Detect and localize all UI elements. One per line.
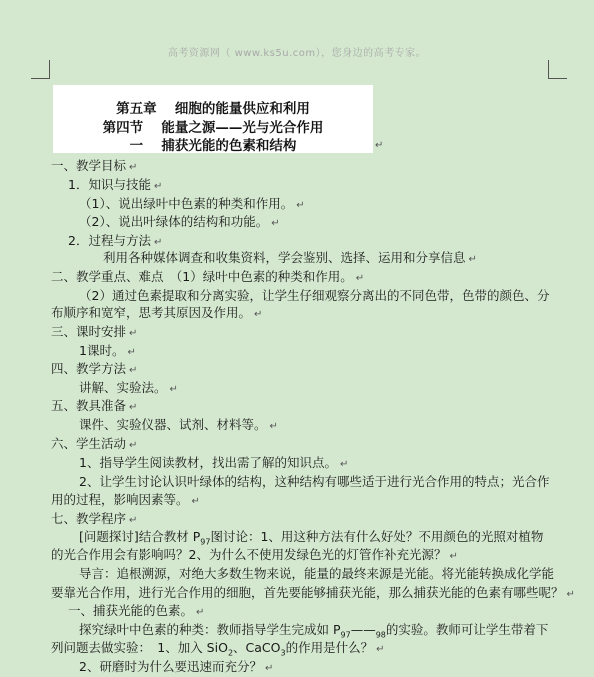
heading-activities: 六、学生活动 ↵ (51, 436, 138, 451)
heading-procedure: 七、教学程序 ↵ (51, 511, 138, 526)
key-point-2: （2）通过色素提取和分离实验，让学生仔细观察分离出的不同色带，色带的颜色、分 (79, 288, 550, 303)
heading-schedule: 三、课时安排 ↵ (51, 324, 138, 339)
heading-pigments: 一、捕获光能的色素。 ↵ (68, 603, 205, 618)
activity-2-cont: 用的过程，影响因素等。 ↵ (51, 492, 200, 507)
materials-text: 课件、实验仪器、试剂、材料等。 ↵ (79, 417, 278, 432)
question-exploration: [问题探讨]结合教材 $P_{97}$图讨论：1、用这种方法有什么好处？不用颜色的光照对植物 (79, 529, 544, 547)
introduction: 导言：追根溯源，对绝大多数生物来说，能量的最终来源是光能。将光能转换成化学能 (79, 566, 555, 581)
chapter-title: 第五章 细胞的能量供应和利用 (116, 101, 310, 117)
subheading-knowledge: 1．知识与技能 ↵ (68, 177, 163, 192)
heading-methods: 四、教学方法 ↵ (51, 361, 138, 376)
methods-text: 讲解、实验法。 ↵ (79, 380, 178, 395)
key-point-2-cont: 布顺序和宽窄，思考其原因及作用。 ↵ (51, 305, 263, 320)
objective-item-1: （1）、说出绿叶中色素的种类和作用。 ↵ (79, 196, 305, 211)
title-block (53, 85, 373, 153)
schedule-text: 1课时。 ↵ (79, 343, 136, 358)
section-title: 第四节 能量之源——光与光合作用 (102, 120, 324, 136)
heading-key-points: 二、教学重点、难点 （1）绿叶中色素的种类和作用。 ↵ (51, 269, 365, 284)
experiment-question-1: 列问题去做实验： 1、加入 SiO$_2$、CaCO$_3$的作用是什么？ ↵ (51, 640, 385, 658)
heading-materials: 五、教具准备 ↵ (51, 398, 138, 413)
heading-objectives: 一、教学目标 ↵ (51, 158, 138, 173)
watermark-header: 高考资源网（ www.ks5u.com），您身边的高考专家。 (167, 48, 427, 59)
page-corner-mark-right (548, 60, 567, 79)
activity-2: 2、让学生讨论认识叶绿体的结构，这种结构有哪些适于进行光合作用的特点；光合作 (79, 474, 550, 489)
experiment-question-2: 2、研磨时为什么要迅速而充分？ ↵ (79, 659, 274, 674)
paragraph-mark: ↵ (375, 140, 384, 151)
objective-item-2: （2）、说出叶绿体的结构和功能。 ↵ (79, 214, 280, 229)
question-exploration-cont: 的光合作用会有影响吗？2、为什么不使用发绿色光的灯管作补充光源？ ↵ (51, 547, 458, 562)
subheading-process: 2．过程与方法 ↵ (68, 233, 163, 248)
activity-1: 1、指导学生阅读教材，找出需了解的知识点。 ↵ (79, 455, 349, 470)
process-text: 利用各种媒体调查和收集资料，学会鉴别、选择、运用和分享信息 ↵ (103, 250, 477, 265)
experiment-text: 探究绿叶中色素的种类：教师指导学生完成如 $P_{97}——_{98}$的实验。教师可让学生带着下 (79, 622, 549, 640)
page-corner-mark-left (31, 60, 50, 79)
subsection-title: 一 捕获光能的色素和结构 (129, 138, 297, 154)
introduction-cont: 要靠光合作用，进行光合作用的细胞，首先要能够捕获光能，那么捕获光能的色素有哪些呢？ ↵ (51, 585, 575, 600)
